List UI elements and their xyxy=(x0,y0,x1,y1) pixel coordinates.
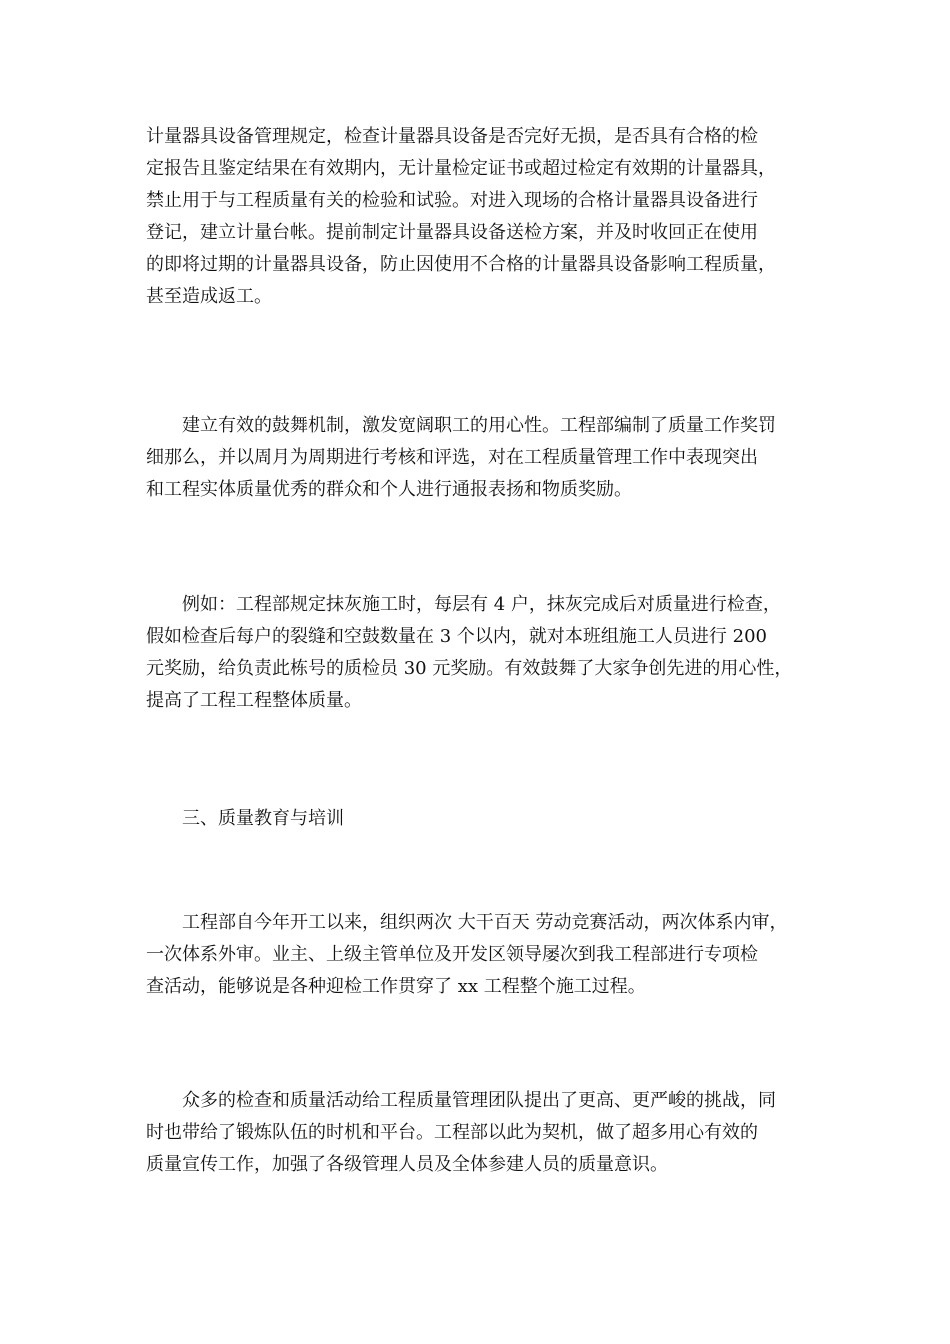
paragraph-quality-challenge xyxy=(146,1085,836,1181)
text-line: 甚至造成返工。 xyxy=(146,286,272,307)
text-line: 工程部自今年开工以来，组织两次 大干百天 劳动竞赛活动，两次体系内审， xyxy=(146,912,788,933)
text-line: 提高了工程工程整体质量。 xyxy=(146,690,362,711)
text-line: 禁止用于与工程质量有关的检验和试验。对进入现场的合格计量器具设备进行 xyxy=(146,190,758,211)
text-line: 一次体系外审。业主、上级主管单位及开发区领导屡次到我工程部进行专项检 xyxy=(146,944,758,965)
text-line: 时也带给了锻炼队伍的时机和平台。工程部以此为契机，做了超多用心有效的 xyxy=(146,1122,758,1143)
paragraph-example xyxy=(146,589,836,717)
text-line: 登记，建立计量台帐。提前制定计量器具设备送检方案，并及时收回正在使用 xyxy=(146,222,758,243)
text-line: 定报告且鉴定结果在有效期内，无计量检定证书或超过检定有效期的计量器具， xyxy=(146,158,776,179)
text-line: 众多的检查和质量活动给工程质量管理团队提出了更高、更严峻的挑战，同 xyxy=(146,1090,776,1111)
section-heading xyxy=(146,803,836,835)
paragraph-activities xyxy=(146,907,836,1003)
text-line: 质量宣传工作，加强了各级管理人员及全体参建人员的质量意识。 xyxy=(146,1154,668,1175)
text-line: 例如：工程部规定抹灰施工时，每层有 4 户，抹灰完成后对质量进行检查， xyxy=(146,594,781,615)
text-line: 计量器具设备管理规定，检查计量器具设备是否完好无损，是否具有合格的检 xyxy=(146,126,758,147)
text-line: 查活动，能够说是各种迎检工作贯穿了 xx 工程整个施工过程。 xyxy=(146,976,646,997)
text-line: 假如检查后每户的裂缝和空鼓数量在 3 个以内，就对本班组施工人员进行 200 xyxy=(146,626,767,647)
text-line: 的即将过期的计量器具设备，防止因使用不合格的计量器具设备影响工程质量， xyxy=(146,254,776,275)
paragraph-incentive-mechanism xyxy=(146,410,836,506)
text-line: 元奖励，给负责此栋号的质检员 30 元奖励。有效鼓舞了大家争创先进的用心性， xyxy=(146,658,793,679)
section-heading-text: 三、质量教育与培训 xyxy=(146,808,344,829)
text-line: 细那么，并以周月为周期进行考核和评选，对在工程质量管理工作中表现突出 xyxy=(146,447,758,468)
text-line: 和工程实体质量优秀的群众和个人进行通报表扬和物质奖励。 xyxy=(146,479,632,500)
text-line: 建立有效的鼓舞机制，激发宽阔职工的用心性。工程部编制了质量工作奖罚 xyxy=(146,415,776,436)
paragraph-metering-equipment xyxy=(146,121,836,313)
